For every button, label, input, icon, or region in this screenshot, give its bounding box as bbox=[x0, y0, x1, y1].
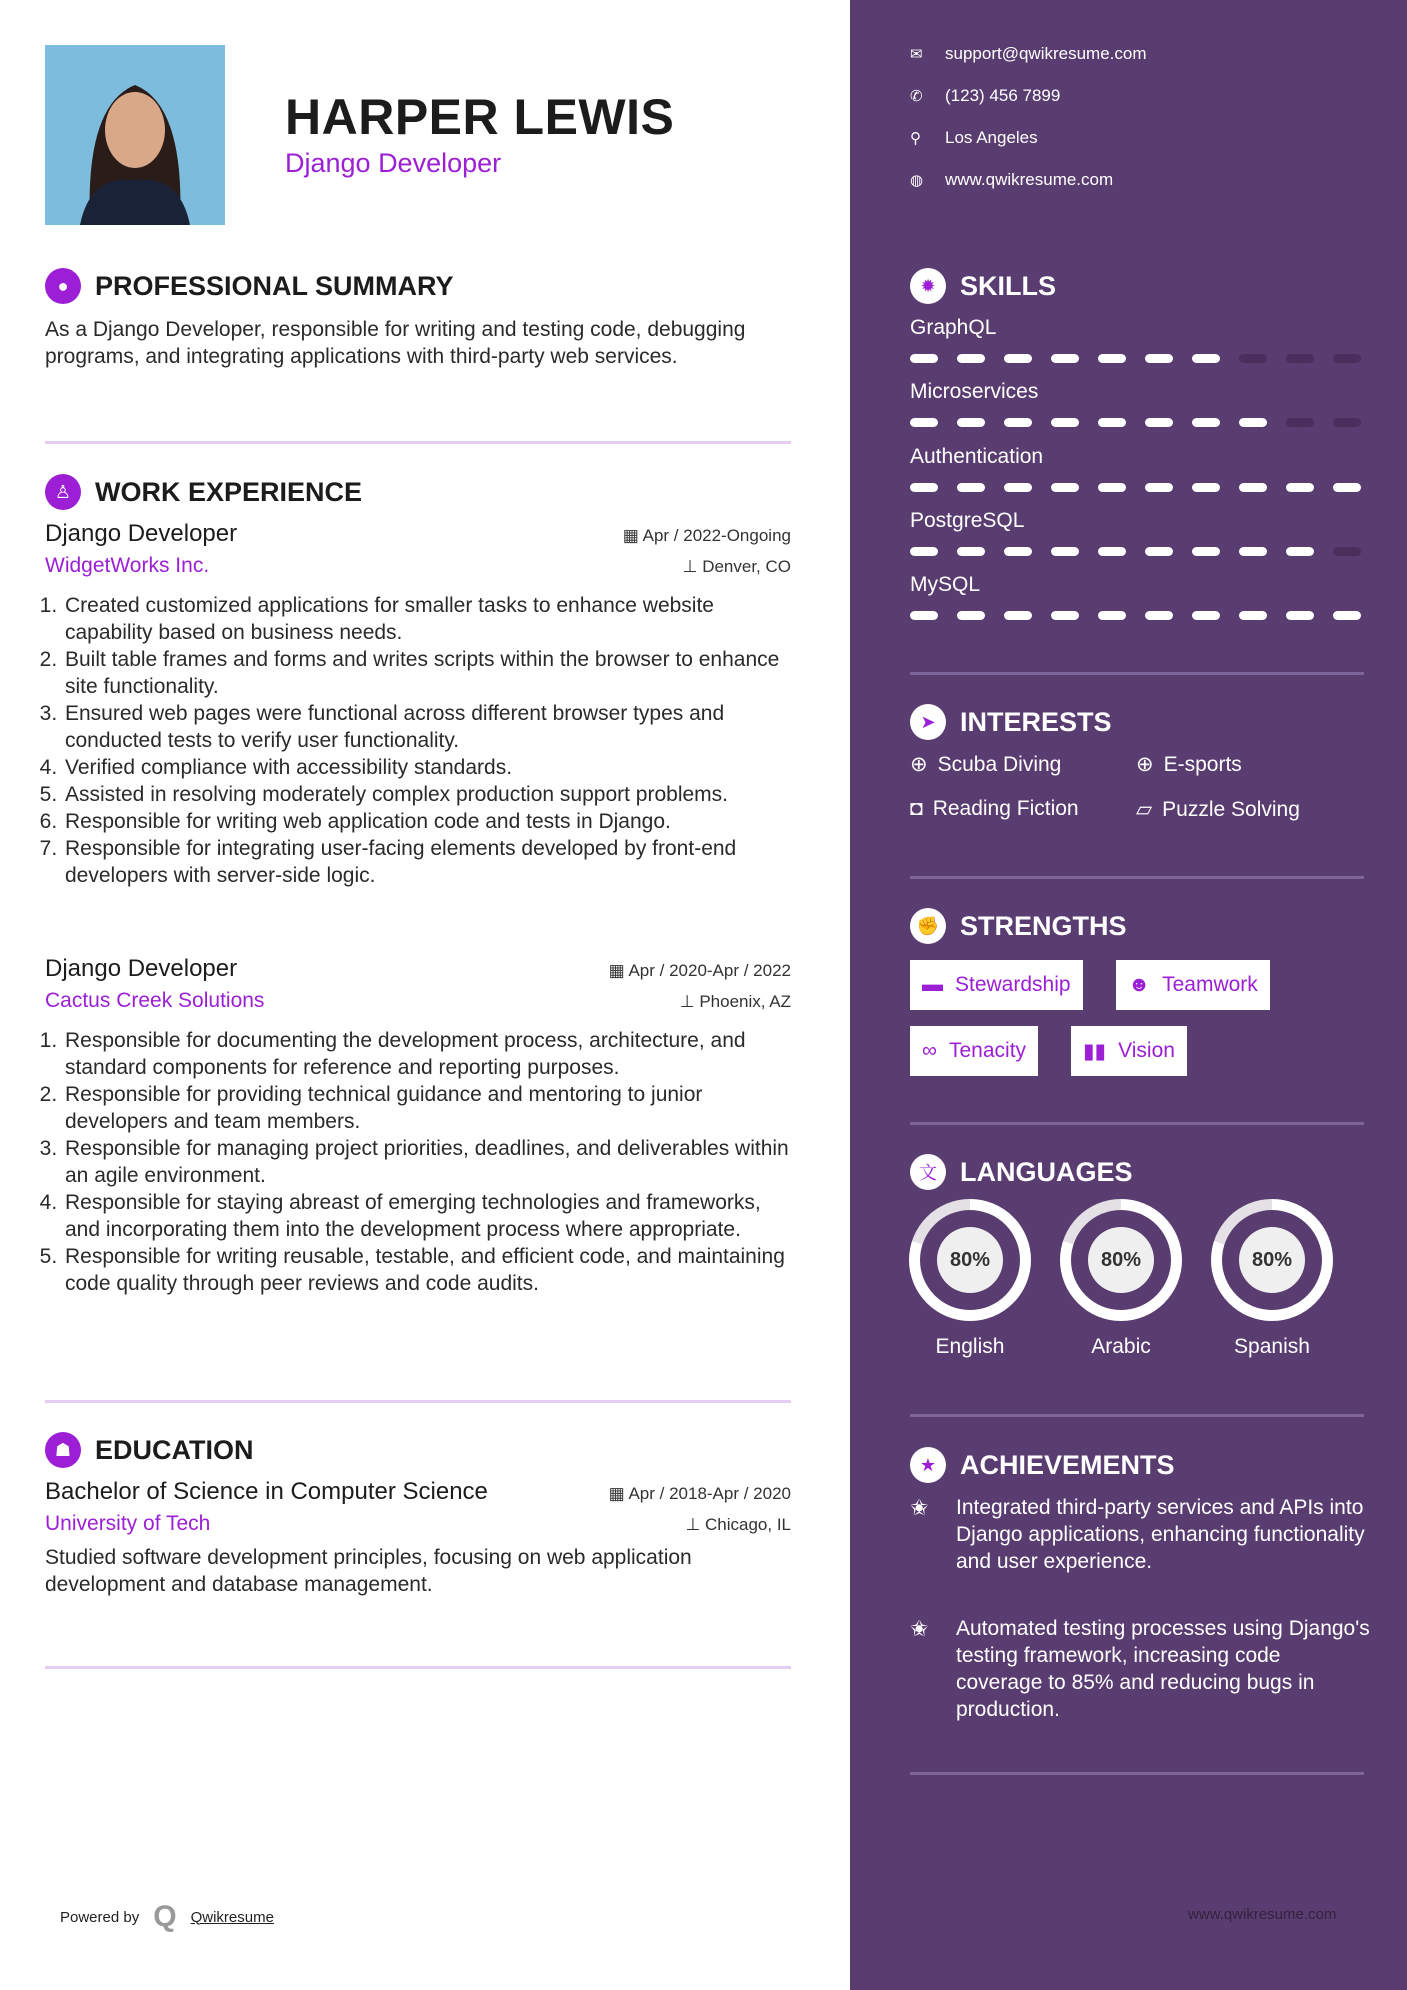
education-entry bbox=[45, 1478, 791, 1598]
language-name: Arabic bbox=[1091, 1335, 1151, 1358]
skill-segment bbox=[1004, 611, 1032, 620]
life-ring-icon: ⊕ bbox=[910, 753, 928, 776]
footer-powered bbox=[60, 1900, 274, 1934]
contact-text: www.qwikresume.com bbox=[945, 170, 1114, 189]
interest-label: Puzzle Solving bbox=[1162, 797, 1300, 821]
job-bullet: 4. Verified compliance with accessibility standards. bbox=[63, 754, 791, 781]
skill-name: GraphQL bbox=[910, 316, 997, 339]
star-icon: ✬ bbox=[910, 1616, 929, 1641]
achievement-text: Integrated third-party services and APIs into Django applications, enhancing functionality and user experience. bbox=[956, 1496, 1365, 1573]
skill-segment bbox=[1333, 354, 1361, 363]
job-location bbox=[683, 557, 791, 577]
section-title: WORK EXPERIENCE bbox=[95, 476, 363, 507]
job-bullet: 5. Assisted in resolving moderately complex production support problems. bbox=[63, 781, 791, 808]
language-progress-ring bbox=[1060, 1199, 1182, 1321]
skill-name: PostgreSQL bbox=[910, 508, 1025, 532]
skill-segment bbox=[1333, 611, 1361, 620]
calendar-icon: ▦ bbox=[608, 1484, 629, 1503]
skill-segment bbox=[1004, 418, 1032, 427]
skill-segment bbox=[1192, 483, 1220, 492]
chair-icon: ♙ bbox=[45, 474, 81, 510]
skill-segment bbox=[910, 483, 938, 492]
language-item bbox=[1211, 1199, 1333, 1359]
company-name: WidgetWorks Inc. bbox=[45, 554, 210, 577]
language-name: Spanish bbox=[1234, 1335, 1310, 1358]
strengths-heading bbox=[910, 908, 1127, 944]
job-bullet: 2. Built table frames and forms and writes scripts within the browser to enhance site functionality. bbox=[63, 646, 791, 700]
job-entry bbox=[45, 520, 791, 889]
skill-segment bbox=[1098, 418, 1126, 427]
skill-segment bbox=[1239, 418, 1267, 427]
skill-segment bbox=[1145, 418, 1173, 427]
skill-segment bbox=[1145, 547, 1173, 556]
job-bullet: 6. Responsible for writing web application code and tests in Django. bbox=[63, 808, 791, 835]
achievements-heading bbox=[910, 1447, 1175, 1483]
skill-segment bbox=[1239, 611, 1267, 620]
skill-segment bbox=[1098, 483, 1126, 492]
skill-segment bbox=[1333, 547, 1361, 556]
skill-segment bbox=[1004, 547, 1032, 556]
profile-photo bbox=[45, 45, 225, 225]
star-icon: ✬ bbox=[910, 1495, 929, 1520]
skill-segment bbox=[1098, 611, 1126, 620]
job-entry bbox=[45, 955, 791, 1297]
skill-segment bbox=[1192, 418, 1220, 427]
phone-icon: ✆ bbox=[910, 88, 923, 105]
skill-segment bbox=[1004, 354, 1032, 363]
divider bbox=[910, 672, 1364, 675]
job-bullets bbox=[45, 592, 791, 889]
strength-chip bbox=[1116, 960, 1270, 1010]
language-icon: 文 bbox=[910, 1154, 946, 1190]
calendar-icon: ▦ bbox=[608, 961, 629, 980]
skill-level-bar bbox=[910, 611, 1361, 620]
language-percent: 80% bbox=[1239, 1227, 1305, 1293]
divider bbox=[910, 876, 1364, 879]
interest-item bbox=[910, 797, 1079, 821]
skill-segment bbox=[1145, 483, 1173, 492]
education-heading bbox=[45, 1432, 254, 1468]
strength-chip bbox=[910, 1026, 1038, 1076]
skill-segment bbox=[1192, 354, 1220, 363]
interest-item bbox=[1136, 797, 1300, 822]
strength-label: Vision bbox=[1118, 1039, 1175, 1062]
summary-heading bbox=[45, 268, 454, 304]
strength-label: Stewardship bbox=[955, 973, 1071, 996]
interest-label: E-sports bbox=[1163, 752, 1242, 776]
date-text: Apr / 2020-Apr / 2022 bbox=[628, 961, 791, 980]
date-text: Apr / 2022-Ongoing bbox=[642, 526, 791, 545]
skill-segment bbox=[1239, 354, 1267, 363]
school: University of Tech bbox=[45, 1512, 211, 1535]
skill-segment bbox=[1286, 418, 1314, 427]
strength-label: Teamwork bbox=[1162, 973, 1258, 996]
globe-icon: ◍ bbox=[910, 172, 924, 189]
candidate-name: HARPER LEWIS bbox=[285, 89, 675, 145]
skill-segment bbox=[1239, 547, 1267, 556]
users-icon: ☻ bbox=[1128, 973, 1151, 996]
skill-segment bbox=[1004, 483, 1032, 492]
paper-plane-icon: ➤ bbox=[910, 704, 946, 740]
skill-segment bbox=[1286, 611, 1314, 620]
pin-icon: ⊥ bbox=[679, 992, 700, 1011]
skill-segment bbox=[1098, 547, 1126, 556]
strength-chip bbox=[1071, 1026, 1187, 1076]
binoculars-icon: ▮▮ bbox=[1083, 1039, 1107, 1063]
language-percent: 80% bbox=[1088, 1227, 1154, 1293]
star-icon: ★ bbox=[910, 1447, 946, 1483]
qwikresume-logo-icon: Q bbox=[153, 1900, 177, 1933]
skill-segment bbox=[1051, 418, 1079, 427]
skill-segment bbox=[910, 611, 938, 620]
section-title: LANGUAGES bbox=[960, 1156, 1133, 1187]
calendar-icon: ▦ bbox=[622, 526, 643, 545]
skill-segment bbox=[957, 354, 985, 363]
footer-url[interactable]: www.qwikresume.com bbox=[1188, 1906, 1337, 1923]
languages-heading bbox=[910, 1154, 1133, 1190]
education-text: Studied software development principles, focusing on web application development and database management. bbox=[45, 1546, 692, 1596]
language-percent: 80% bbox=[937, 1227, 1003, 1293]
skill-level-bar bbox=[910, 483, 1361, 492]
language-progress-ring bbox=[1211, 1199, 1333, 1321]
skill-name: MySQL bbox=[910, 573, 981, 597]
divider bbox=[910, 1772, 1364, 1775]
skill-segment bbox=[1286, 547, 1314, 556]
company-name: Cactus Creek Solutions bbox=[45, 989, 265, 1012]
interest-item bbox=[910, 752, 1061, 777]
skill-name: Microservices bbox=[910, 380, 1039, 404]
degree: Bachelor of Science in Computer Science bbox=[45, 1478, 488, 1505]
job-date bbox=[623, 526, 791, 546]
skill-segment bbox=[910, 418, 938, 427]
skill-segment bbox=[1051, 354, 1079, 363]
job-bullet: 1. Created customized applications for smaller tasks to enhance website capability based on business needs. bbox=[63, 592, 791, 646]
interest-label: Reading Fiction bbox=[932, 797, 1079, 820]
contact-item[interactable] bbox=[910, 86, 1060, 106]
lightbulb-icon: ✹ bbox=[910, 268, 946, 304]
skill-segment bbox=[1051, 483, 1079, 492]
section-title: ACHIEVEMENTS bbox=[960, 1449, 1175, 1480]
section-title: STRENGTHS bbox=[960, 910, 1127, 941]
skill-level-bar bbox=[910, 418, 1361, 427]
skill-segment bbox=[1051, 547, 1079, 556]
skill-segment bbox=[957, 418, 985, 427]
divider bbox=[910, 1414, 1364, 1417]
achievement-item bbox=[910, 1615, 1370, 1723]
skill-segment bbox=[1239, 483, 1267, 492]
skill-segment bbox=[1333, 418, 1361, 427]
skill-segment bbox=[1286, 354, 1314, 363]
interests-heading bbox=[910, 704, 1112, 740]
job-bullet: 2. Responsible for providing technical guidance and mentoring to junior developers and team members. bbox=[63, 1081, 791, 1135]
skill-segment bbox=[910, 354, 938, 363]
section-title: SKILLS bbox=[960, 270, 1057, 301]
interest-label: Scuba Diving bbox=[937, 752, 1062, 776]
job-bullets bbox=[45, 1027, 791, 1297]
location-text: Chicago, IL bbox=[705, 1515, 791, 1534]
divider bbox=[910, 1122, 1364, 1125]
language-name: English bbox=[935, 1335, 1005, 1358]
education-location bbox=[685, 1515, 791, 1535]
divider bbox=[45, 1400, 791, 1403]
skill-segment bbox=[1286, 483, 1314, 492]
pin-icon: ⊥ bbox=[682, 557, 703, 576]
graduate-icon: ☗ bbox=[45, 1432, 81, 1468]
job-location bbox=[680, 992, 791, 1012]
briefcase-icon: ▬ bbox=[922, 973, 943, 996]
job-bullet: 1. Responsible for documenting the development process, architecture, and standard components for reference and reporting purposes. bbox=[63, 1027, 791, 1081]
contact-text: support@qwikresume.com bbox=[945, 44, 1147, 63]
fist-icon: ✊ bbox=[910, 908, 946, 944]
education-date bbox=[609, 1484, 791, 1504]
summary-text: As a Django Developer, responsible for writing and testing code, debugging programs, and integrating applications with third-party web services. bbox=[45, 318, 746, 368]
job-position: Django Developer bbox=[45, 955, 238, 982]
skill-name: Authentication bbox=[910, 444, 1044, 468]
skill-level-bar bbox=[910, 547, 1361, 556]
contact-text: (123) 456 7899 bbox=[945, 86, 1061, 105]
envelope-icon: ✉ bbox=[910, 46, 923, 63]
date-text: Apr / 2018-Apr / 2020 bbox=[628, 1484, 791, 1503]
book-icon: ▱ bbox=[1136, 798, 1153, 821]
life-ring-icon: ⊕ bbox=[1136, 753, 1154, 776]
job-bullet: 3. Responsible for managing project priorities, deadlines, and deliverables within an agile environment. bbox=[63, 1135, 791, 1189]
skill-segment bbox=[1145, 354, 1173, 363]
section-title: EDUCATION bbox=[95, 1434, 254, 1465]
skill-segment bbox=[1192, 547, 1220, 556]
pin-icon: ⊥ bbox=[685, 1515, 705, 1534]
job-title: Django Developer bbox=[285, 148, 502, 178]
skill-segment bbox=[1051, 611, 1079, 620]
job-bullet: 7. Responsible for integrating user-facing elements developed by front-end developers with server-side logic. bbox=[63, 835, 791, 889]
section-title: INTERESTS bbox=[960, 706, 1112, 737]
skill-segment bbox=[1145, 611, 1173, 620]
language-item bbox=[1060, 1199, 1182, 1359]
achievement-item bbox=[910, 1494, 1370, 1575]
skill-segment bbox=[1333, 483, 1361, 492]
map-marker-icon: ⚲ bbox=[910, 130, 921, 147]
language-progress-ring bbox=[909, 1199, 1031, 1321]
strength-label: Tenacity bbox=[948, 1039, 1027, 1062]
link-icon: ∞ bbox=[922, 1039, 937, 1062]
powered-by-text: Powered by bbox=[60, 1908, 140, 1926]
achievement-text: Automated testing processes using Django's testing framework, increasing code coverage to 85% and reducing bugs in production. bbox=[956, 1617, 1370, 1721]
skills-heading bbox=[910, 268, 1056, 304]
section-title: PROFESSIONAL SUMMARY bbox=[95, 270, 454, 301]
contact-item[interactable] bbox=[910, 128, 1038, 148]
work-heading bbox=[45, 474, 362, 510]
location-text: Phoenix, AZ bbox=[699, 992, 791, 1011]
skill-segment bbox=[1192, 611, 1220, 620]
skill-segment bbox=[957, 483, 985, 492]
contact-item[interactable] bbox=[910, 44, 1147, 64]
job-position: Django Developer bbox=[45, 520, 238, 547]
job-bullet: 5. Responsible for writing reusable, testable, and efficient code, and maintaining code quality through peer reviews and code audits. bbox=[63, 1243, 791, 1297]
contact-text: Los Angeles bbox=[945, 128, 1038, 147]
qwikresume-link[interactable]: Qwikresume bbox=[190, 1908, 274, 1926]
language-item bbox=[909, 1199, 1031, 1359]
job-bullet: 4. Responsible for staying abreast of emerging technologies and frameworks, and incorporating them into the development process where appropriate. bbox=[63, 1189, 791, 1243]
job-bullet: 3. Ensured web pages were functional across different browser types and conducted tests to verify user functionality. bbox=[63, 700, 791, 754]
skill-segment bbox=[957, 611, 985, 620]
strength-chip bbox=[910, 960, 1083, 1010]
skill-segment bbox=[957, 547, 985, 556]
divider bbox=[45, 441, 791, 444]
gamepad-icon: ◘ bbox=[910, 797, 923, 820]
user-icon: ● bbox=[45, 268, 81, 304]
location-text: Denver, CO bbox=[702, 557, 791, 576]
divider bbox=[45, 1666, 791, 1669]
skill-level-bar bbox=[910, 354, 1361, 363]
skill-segment bbox=[1098, 354, 1126, 363]
job-date bbox=[609, 961, 791, 981]
skill-segment bbox=[910, 547, 938, 556]
contact-item[interactable] bbox=[910, 170, 1113, 190]
interest-item bbox=[1136, 752, 1242, 777]
